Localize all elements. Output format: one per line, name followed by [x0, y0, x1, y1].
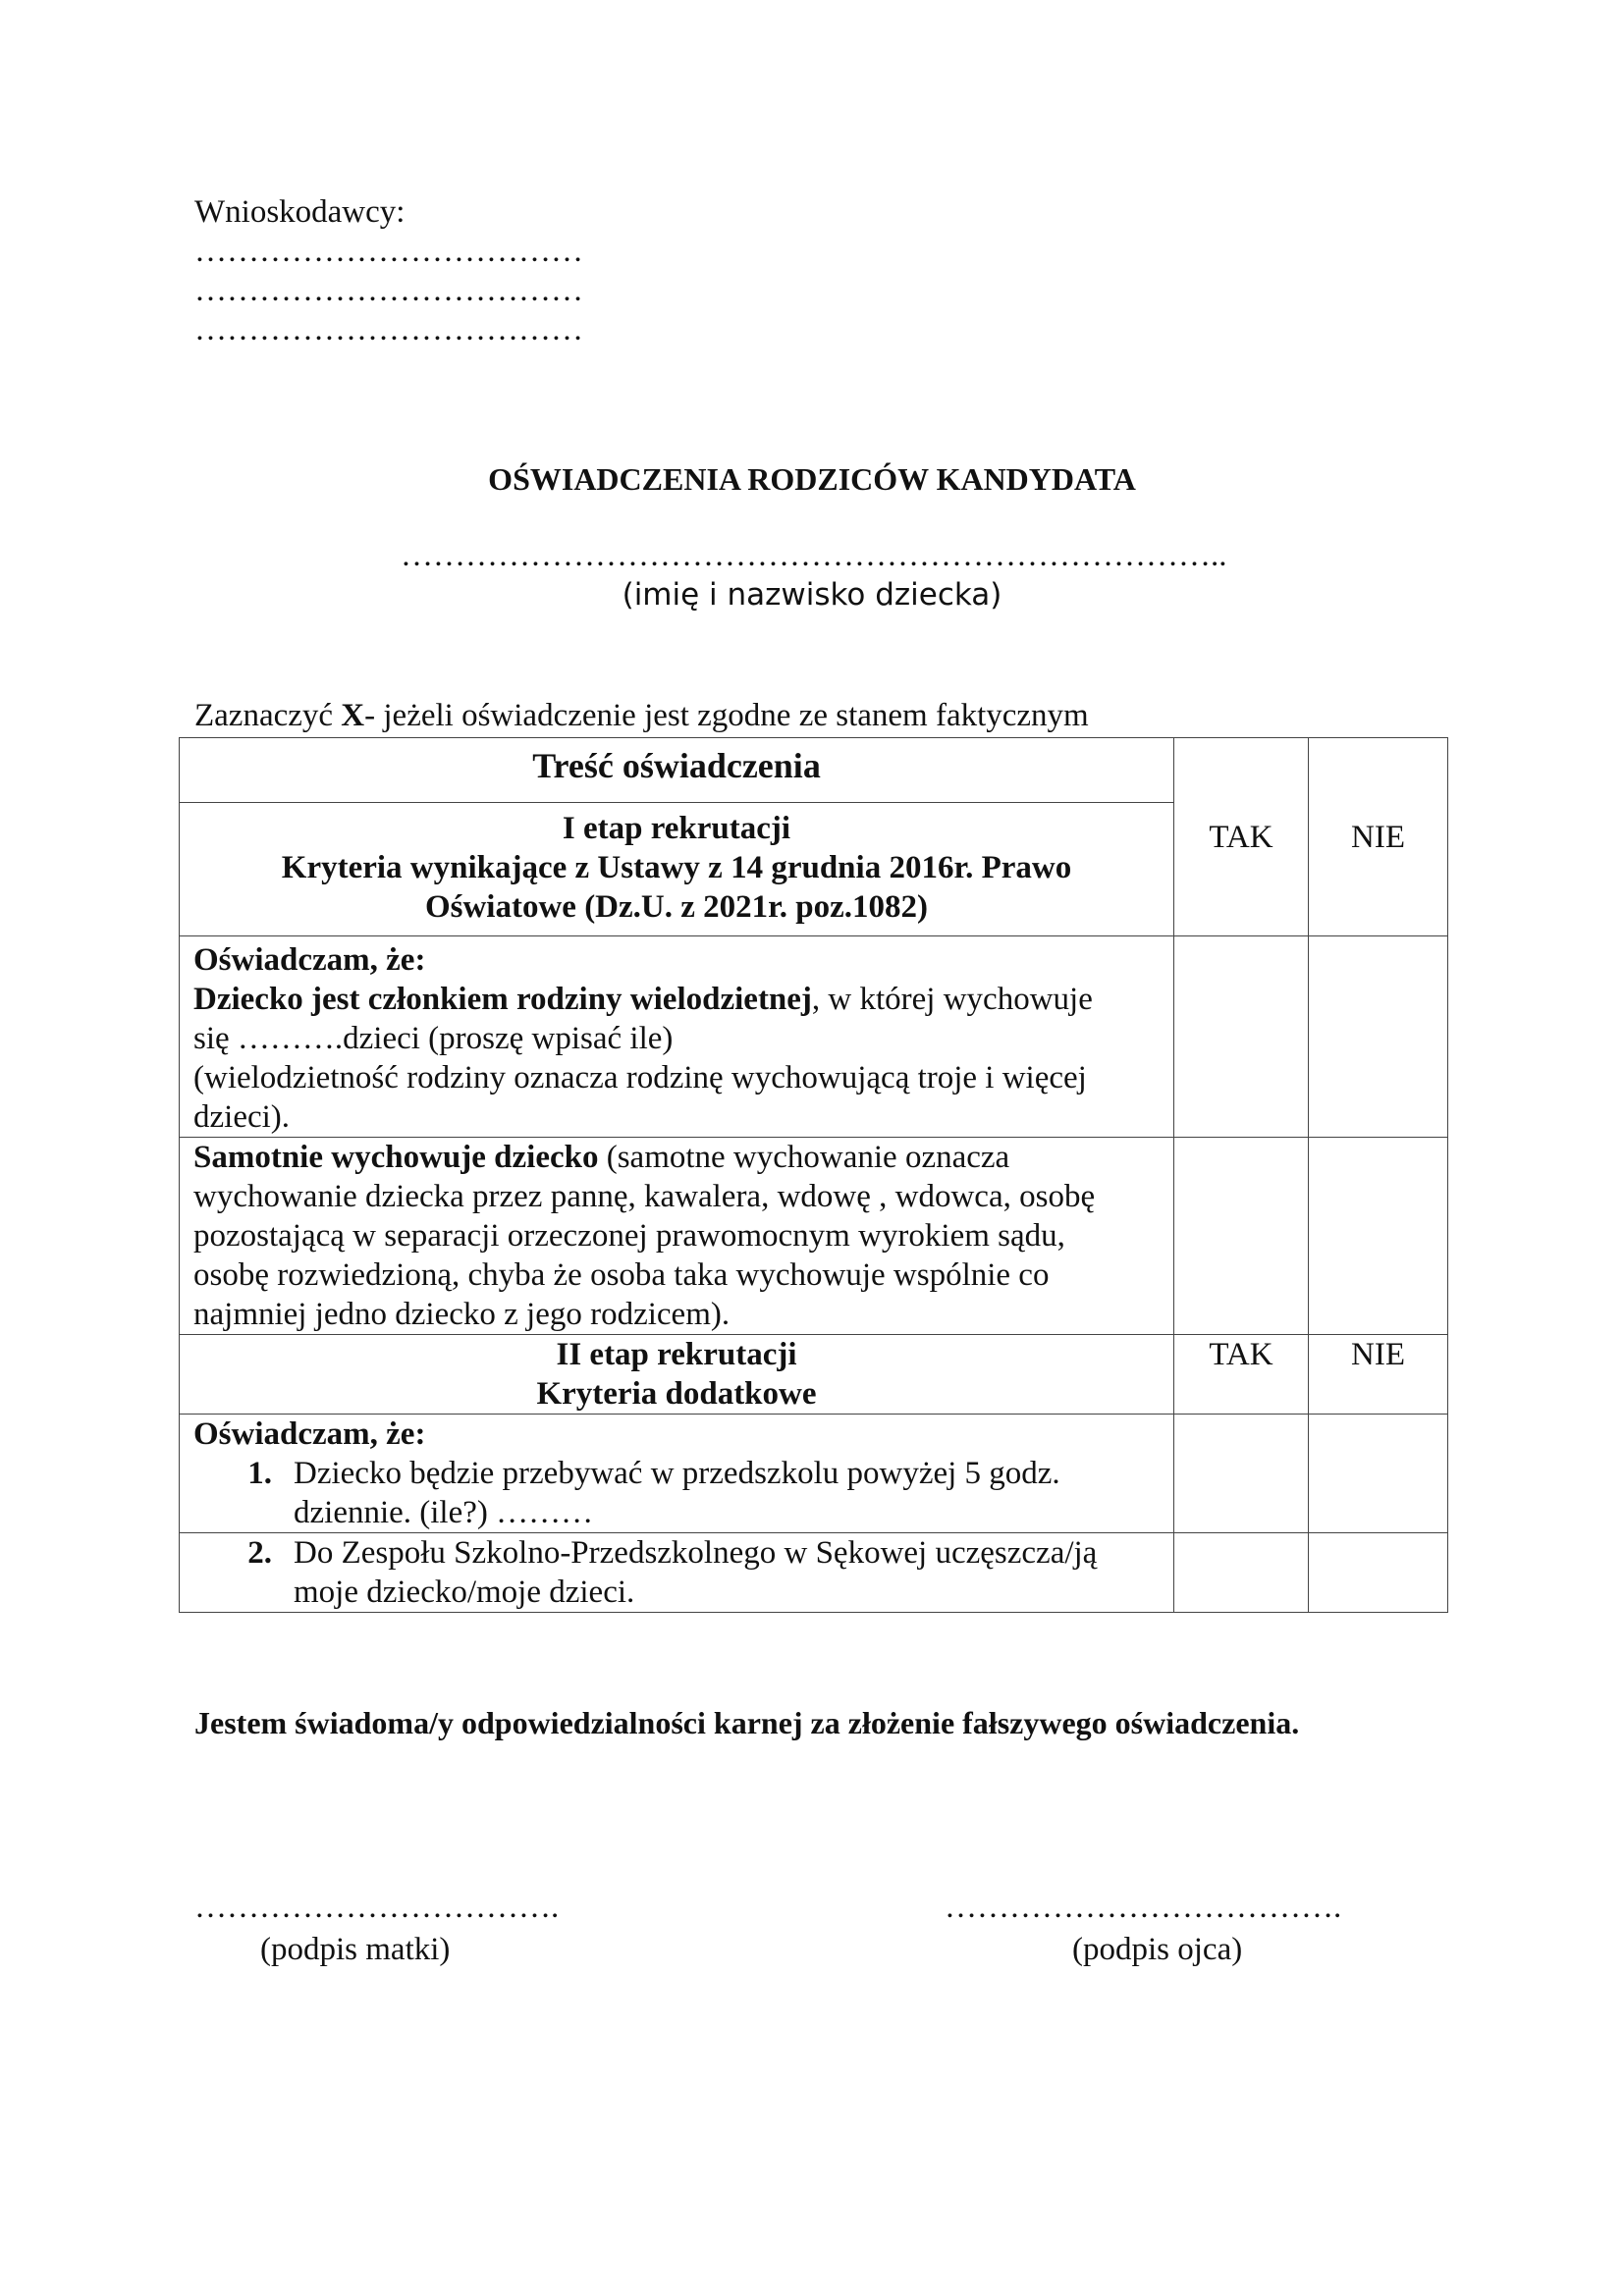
yes-label: TAK: [1209, 819, 1273, 855]
applicants-label: Wnioskodawcy:: [194, 194, 406, 230]
yes-checkbox-cell[interactable]: [1174, 1415, 1309, 1533]
applicant-line: ………………………………: [194, 273, 583, 308]
stage1-title-cell: [180, 803, 1174, 936]
additional-criteria-statement-2: [180, 1533, 1174, 1613]
list-item: [193, 1454, 1160, 1532]
statement-text: się ……….dzieci (proszę wpisać ile): [193, 1021, 674, 1056]
statement-text: wychowanie dziecka przez pannę, kawalera, wdowę , wdowca, osobę: [193, 1179, 1096, 1214]
stage1-yes-header: [1174, 738, 1309, 936]
instruction-pre: Zaznaczyć: [194, 698, 342, 733]
statement-bold: Dziecko jest członkiem rodziny wielodzietnej: [193, 982, 812, 1017]
no-checkbox-cell[interactable]: [1309, 1533, 1448, 1613]
applicant-line: ………………………………: [194, 234, 583, 269]
no-checkbox-cell[interactable]: [1309, 936, 1448, 1138]
large-family-statement: [180, 936, 1174, 1138]
statement-text: dziennie. (ile?) ………: [294, 1495, 594, 1530]
stage1-subtitle-line2: Oświatowe (Dz.U. z 2021r. poz.1082): [424, 889, 929, 925]
statement-text: Do Zespołu Szkolno-Przedszkolnego w Sękowej uczęszcza/ją: [294, 1535, 1098, 1571]
mother-signature-caption: (podpis matki): [260, 1932, 451, 1967]
yes-checkbox-cell[interactable]: [1174, 1138, 1309, 1335]
table-header: Treść oświadczenia: [532, 746, 821, 785]
instruction-mark: X: [341, 698, 365, 733]
father-signature-caption: (podpis ojca): [1072, 1932, 1243, 1967]
statement-text: pozostającą w separacji orzeczonej prawomocnym wyrokiem sądu,: [193, 1218, 1065, 1254]
statement-bold: Samotnie wychowuje dziecko: [193, 1140, 599, 1175]
applicant-line: ………………………………: [194, 312, 583, 347]
stage1-title: I etap rekrutacji: [562, 811, 791, 846]
instruction-text: [194, 698, 1089, 734]
yes-label: TAK: [1209, 1337, 1273, 1372]
child-name-field: …………………………………………………………………..: [401, 538, 1227, 573]
child-name-caption: (imię i nazwisko dziecka): [622, 577, 1002, 613]
statement-text: Dziecko będzie przebywać w przedszkolu powyżej 5 godz.: [294, 1456, 1060, 1491]
stage1-no-header: [1309, 738, 1448, 936]
declarations-table: [179, 737, 1448, 1613]
stage2-title-cell: [180, 1335, 1174, 1415]
list-item: [193, 1533, 1160, 1612]
stage2-subtitle: Kryteria dodatkowe: [536, 1376, 817, 1412]
statement-text: , w której wychowuje: [811, 982, 1093, 1017]
stage2-title: II etap rekrutacji: [556, 1337, 797, 1372]
statement-text: najmniej jedno dziecko z jego rodzicem).: [193, 1297, 731, 1332]
father-signature-line: ……………………………….: [945, 1890, 1342, 1925]
statement-intro: Oświadczam, że:: [193, 942, 426, 978]
yes-checkbox-cell[interactable]: [1174, 936, 1309, 1138]
statement-intro: Oświadczam, że:: [193, 1416, 426, 1452]
additional-criteria-statement-1: [180, 1415, 1174, 1533]
statement-text: osobę rozwiedzioną, chyba że osoba taka wychowuje wspólnie co: [193, 1257, 1050, 1293]
stage2-yes-header: [1174, 1335, 1309, 1415]
mother-signature-line: …………………………….: [194, 1890, 560, 1925]
liability-statement: Jestem świadoma/y odpowiedzialności karnej za złożenie fałszywego oświadczenia.: [194, 1705, 1300, 1740]
single-parent-statement: [180, 1138, 1174, 1335]
table-header-cell: [180, 738, 1174, 803]
no-checkbox-cell[interactable]: [1309, 1415, 1448, 1533]
stage1-subtitle-line1: Kryteria wynikające z Ustawy z 14 grudnia 2016r. Prawo: [281, 850, 1072, 885]
list-number: 2.: [247, 1535, 272, 1571]
statement-text: moje dziecko/moje dzieci.: [294, 1575, 635, 1610]
statement-text: dzieci).: [193, 1099, 291, 1135]
no-label: NIE: [1351, 1337, 1405, 1372]
stage2-no-header: [1309, 1335, 1448, 1415]
statement-text: (wielodzietność rodziny oznacza rodzinę wychowującą troje i więcej: [193, 1060, 1087, 1095]
list-number: 1.: [247, 1456, 272, 1491]
instruction-post: - jeżeli oświadczenie jest zgodne ze stanem faktycznym: [364, 698, 1089, 733]
yes-checkbox-cell[interactable]: [1174, 1533, 1309, 1613]
document-title: OŚWIADCZENIA RODZICÓW KANDYDATA: [488, 461, 1136, 497]
statement-text: (samotne wychowanie oznacza: [598, 1140, 1010, 1175]
no-label: NIE: [1351, 819, 1405, 855]
no-checkbox-cell[interactable]: [1309, 1138, 1448, 1335]
applicants-block: [194, 192, 583, 349]
